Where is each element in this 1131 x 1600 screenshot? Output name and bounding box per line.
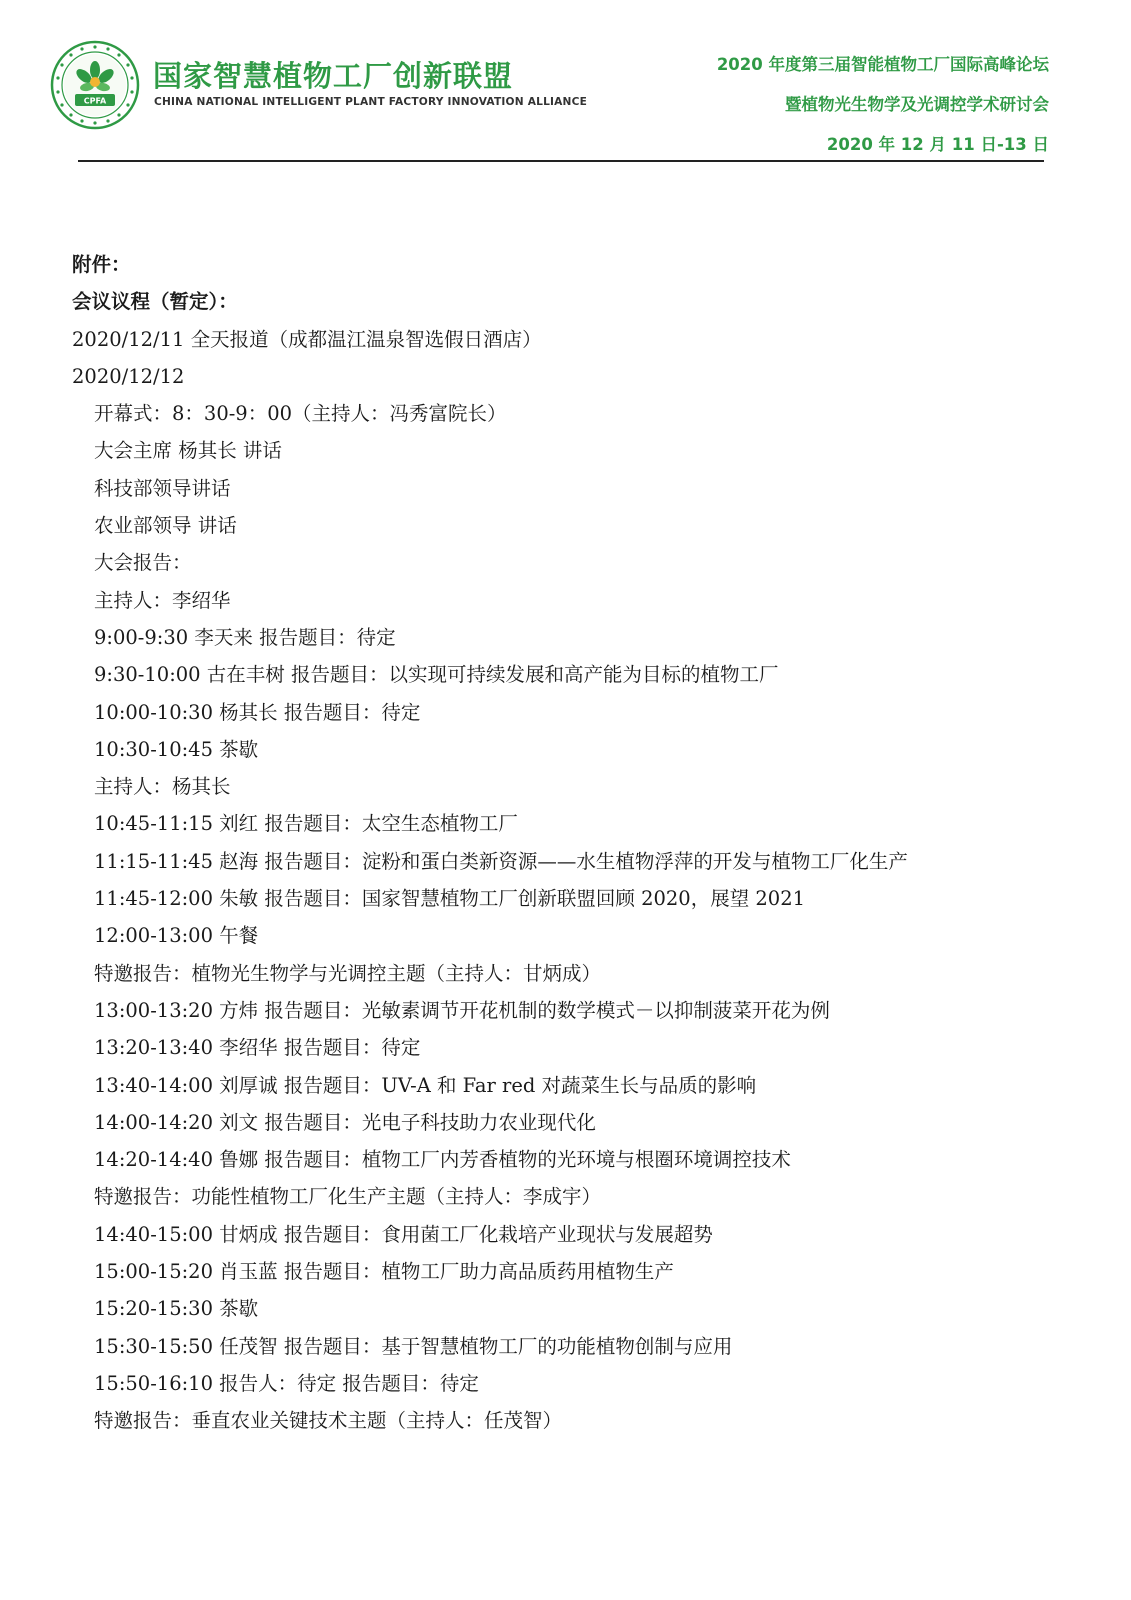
agenda-line: 12:00-13:00 午餐: [94, 924, 259, 948]
agenda-line: 2020/12/11 全天报道（成都温江温泉智选假日酒店）: [72, 327, 542, 351]
organization-name: 国家智慧植物工厂创新联盟: [153, 59, 514, 93]
agenda-line: 特邀报告：功能性植物工厂化生产主题（主持人：李成宇）: [94, 1185, 602, 1209]
agenda-line: 主持人：李绍华: [94, 588, 231, 612]
attachment-label: 附件：: [72, 253, 131, 276]
agenda-line: 大会主席 杨其长 讲话: [94, 439, 282, 463]
agenda-line: 农业部领导 讲话: [94, 514, 237, 538]
conference-info: [717, 45, 1049, 165]
agenda-line: 15:30-15:50 任茂智 报告题目：基于智慧植物工厂的功能植物创制与应用: [94, 1334, 733, 1358]
agenda-line: 13:20-13:40 李绍华 报告题目：待定: [94, 1036, 421, 1060]
alliance-logo-seal: [50, 40, 140, 130]
agenda-line: 主持人：杨其长: [94, 775, 231, 799]
agenda-line: 15:50-16:10 报告人：待定 报告题目：待定: [94, 1371, 479, 1395]
agenda-line: 2020/12/12: [72, 364, 185, 388]
header-divider: [78, 160, 1044, 162]
letterhead: [0, 0, 1131, 170]
organization-name-english: CHINA NATIONAL INTELLIGENT PLANT FACTORY INNOVATION ALLIANCE: [154, 96, 588, 108]
logo-abbr: CPFA: [83, 96, 107, 106]
agenda-body: [72, 246, 1072, 1440]
agenda-line: 13:00-13:20 方炜 报告题目：光敏素调节开花机制的数学模式－以抑制菠菜开花为例: [94, 998, 830, 1022]
agenda-line: 大会报告：: [94, 551, 192, 575]
agenda-line: 15:20-15:30 茶歇: [94, 1297, 259, 1321]
agenda-line: 科技部领导讲话: [94, 476, 231, 500]
agenda-line: 9:00-9:30 李天来 报告题目：待定: [94, 625, 396, 649]
agenda-heading: 会议议程（暂定）：: [72, 290, 238, 314]
agenda-line: 10:45-11:15 刘红 报告题目：太空生态植物工厂: [94, 812, 518, 836]
agenda-line: 14:40-15:00 甘炳成 报告题目：食用菌工厂化栽培产业现状与发展超势: [94, 1222, 713, 1246]
agenda-line: 10:30-10:45 茶歇: [94, 737, 259, 761]
agenda-line: 13:40-14:00 刘厚诚 报告题目：UV-A 和 Far red 对蔬菜生长与品质的影响: [94, 1073, 757, 1097]
agenda-line: 14:00-14:20 刘文 报告题目：光电子科技助力农业现代化: [94, 1110, 596, 1134]
agenda-line: 开幕式：8：30-9：00（主持人：冯秀富院长）: [94, 402, 507, 426]
conference-dates: 2020 年 12 月 11 日-13 日: [826, 135, 1049, 154]
conference-title: 2020 年度第三届智能植物工厂国际高峰论坛: [716, 55, 1049, 74]
agenda-line: 特邀报告：植物光生物学与光调控主题（主持人：甘炳成）: [94, 961, 602, 985]
agenda-line: 11:45-12:00 朱敏 报告题目：国家智慧植物工厂创新联盟回顾 2020，展望 2021: [94, 887, 806, 911]
agenda-line: 特邀报告：垂直农业关键技术主题（主持人：任茂智）: [94, 1409, 563, 1433]
agenda-line: 14:20-14:40 鲁娜 报告题目：植物工厂内芳香植物的光环境与根圈环境调控技术: [94, 1148, 791, 1172]
agenda-line: 11:15-11:45 赵海 报告题目：淀粉和蛋白类新资源——水生植物浮萍的开发与植物工厂化生产: [94, 849, 908, 873]
agenda-line: 15:00-15:20 肖玉蓝 报告题目：植物工厂助力高品质药用植物生产: [94, 1260, 674, 1284]
agenda-line: 10:00-10:30 杨其长 报告题目：待定: [94, 700, 421, 724]
conference-subtitle: 暨植物光生物学及光调控学术研讨会: [785, 95, 1049, 114]
agenda-line: 9:30-10:00 古在丰树 报告题目：以实现可持续发展和高产能为目标的植物工厂: [94, 663, 779, 687]
